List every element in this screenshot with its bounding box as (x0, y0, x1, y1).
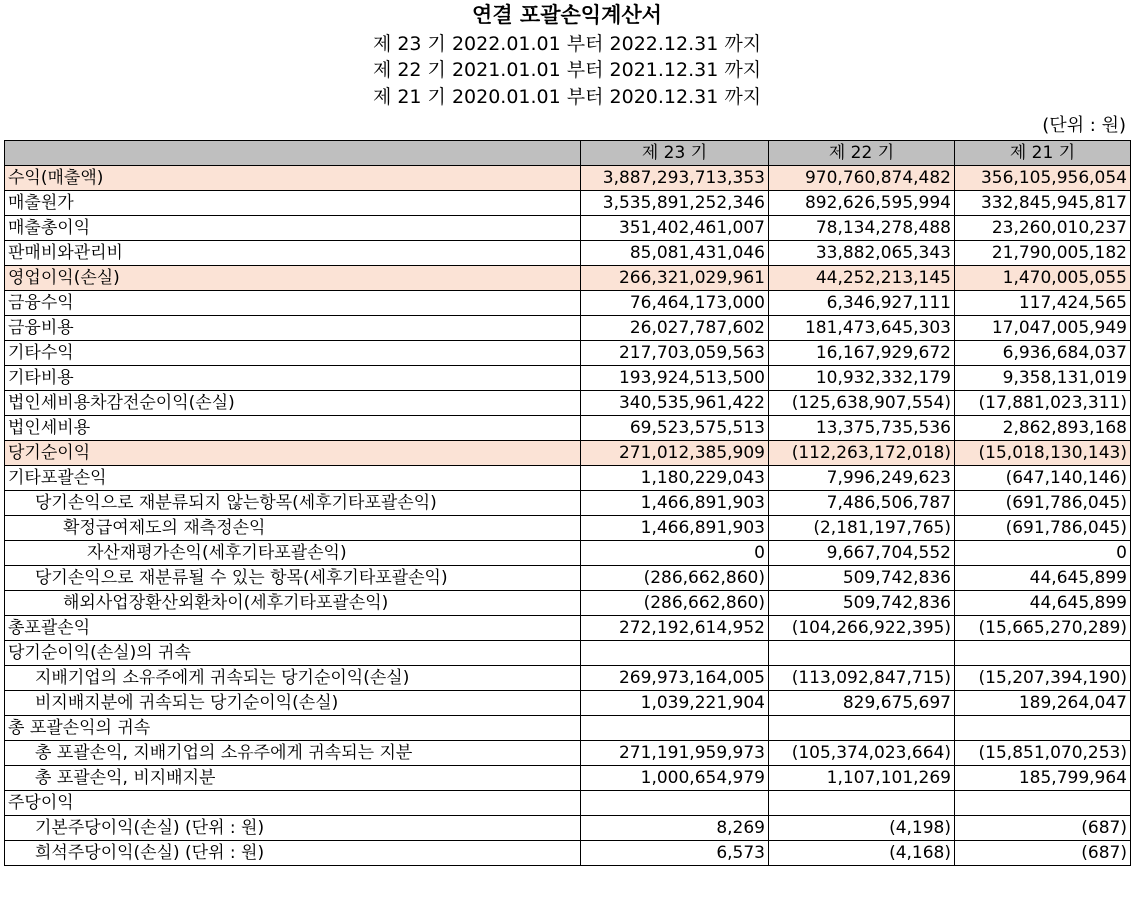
row-value-22 (769, 791, 955, 816)
row-label: 당기순이익 (5, 441, 581, 466)
row-value-21: (647,140,146) (955, 466, 1131, 491)
table-row (5, 691, 1131, 716)
row-value-23: 272,192,614,952 (581, 616, 769, 641)
row-value-21: 189,264,047 (955, 691, 1131, 716)
table-row (5, 241, 1131, 266)
row-value-23: 269,973,164,005 (581, 666, 769, 691)
row-value-21 (955, 791, 1131, 816)
table-row (5, 516, 1131, 541)
row-label: 당기손익으로 재분류될 수 있는 항목(세후기타포괄손익) (5, 566, 581, 591)
row-value-23: 351,402,461,007 (581, 216, 769, 241)
row-value-23: 1,039,221,904 (581, 691, 769, 716)
row-label: 총 포괄손익, 비지배지분 (5, 766, 581, 791)
row-value-22: (2,181,197,765) (769, 516, 955, 541)
row-value-21: 44,645,899 (955, 591, 1131, 616)
table-row (5, 741, 1131, 766)
row-value-21: 185,799,964 (955, 766, 1131, 791)
table-row (5, 216, 1131, 241)
row-value-23: 1,466,891,903 (581, 491, 769, 516)
row-label: 수익(매출액) (5, 166, 581, 191)
row-value-21: (17,881,023,311) (955, 391, 1131, 416)
row-value-21: (687) (955, 816, 1131, 841)
row-value-23: 271,191,959,973 (581, 741, 769, 766)
row-label: 당기순이익(손실)의 귀속 (5, 641, 581, 666)
row-value-21: 21,790,005,182 (955, 241, 1131, 266)
row-value-22: 13,375,735,536 (769, 416, 955, 441)
row-value-23: 193,924,513,500 (581, 366, 769, 391)
row-value-22: (112,263,172,018) (769, 441, 955, 466)
row-label: 총포괄손익 (5, 616, 581, 641)
table-row (5, 641, 1131, 666)
table-row (5, 716, 1131, 741)
row-value-22: 10,932,332,179 (769, 366, 955, 391)
table-row (5, 766, 1131, 791)
table-row (5, 566, 1131, 591)
table-row (5, 841, 1131, 866)
row-label: 매출원가 (5, 191, 581, 216)
row-value-23: 6,573 (581, 841, 769, 866)
header-row (5, 141, 1131, 166)
row-value-22: 892,626,595,994 (769, 191, 955, 216)
row-value-22: 7,996,249,623 (769, 466, 955, 491)
row-value-23 (581, 791, 769, 816)
row-value-23: (286,662,860) (581, 591, 769, 616)
row-value-22: (4,168) (769, 841, 955, 866)
table-row (5, 791, 1131, 816)
row-value-22: 44,252,213,145 (769, 266, 955, 291)
row-value-21: (687) (955, 841, 1131, 866)
table-row (5, 266, 1131, 291)
row-value-22: 16,167,929,672 (769, 341, 955, 366)
row-label: 판매비와관리비 (5, 241, 581, 266)
row-value-23: 1,000,654,979 (581, 766, 769, 791)
table-row (5, 491, 1131, 516)
row-value-23: (286,662,860) (581, 566, 769, 591)
row-value-23: 1,180,229,043 (581, 466, 769, 491)
row-value-21: 17,047,005,949 (955, 316, 1131, 341)
row-label: 법인세비용 (5, 416, 581, 441)
row-value-23 (581, 641, 769, 666)
row-label: 지배기업의 소유주에게 귀속되는 당기순이익(손실) (5, 666, 581, 691)
row-value-22: 78,134,278,488 (769, 216, 955, 241)
row-value-21 (955, 716, 1131, 741)
row-value-22: (105,374,023,664) (769, 741, 955, 766)
row-value-22: 7,486,506,787 (769, 491, 955, 516)
row-label: 기타수익 (5, 341, 581, 366)
row-value-22: 509,742,836 (769, 566, 955, 591)
row-value-23 (581, 716, 769, 741)
row-value-23: 8,269 (581, 816, 769, 841)
row-label: 기타비용 (5, 366, 581, 391)
header-period-21: 제 21 기 (955, 141, 1131, 166)
row-value-22: (4,198) (769, 816, 955, 841)
row-value-22: 509,742,836 (769, 591, 955, 616)
table-row (5, 291, 1131, 316)
row-label: 금융수익 (5, 291, 581, 316)
row-label: 기본주당이익(손실) (단위 : 원) (5, 816, 581, 841)
row-label: 총 포괄손익의 귀속 (5, 716, 581, 741)
table-row (5, 541, 1131, 566)
row-value-22: 181,473,645,303 (769, 316, 955, 341)
row-label: 해외사업장환산외환차이(세후기타포괄손익) (5, 591, 581, 616)
row-label: 확정급여제도의 재측정손익 (5, 516, 581, 541)
row-label: 자산재평가손익(세후기타포괄손익) (5, 541, 581, 566)
period-line-22: 제 22 기 2021.01.01 부터 2021.12.31 까지 (372, 59, 762, 81)
row-value-23: 3,887,293,713,353 (581, 166, 769, 191)
row-value-23: 26,027,787,602 (581, 316, 769, 341)
row-value-21: (15,018,130,143) (955, 441, 1131, 466)
unit-label: (단위 : 원) (1042, 115, 1126, 136)
page-title: 연결 포괄손익계산서 (472, 3, 662, 27)
row-value-22: (125,638,907,554) (769, 391, 955, 416)
row-value-21: 23,260,010,237 (955, 216, 1131, 241)
row-label: 주당이익 (5, 791, 581, 816)
row-value-21: (15,207,394,190) (955, 666, 1131, 691)
header-blank-cell (5, 141, 581, 166)
table-row (5, 316, 1131, 341)
row-label: 법인세비용차감전순이익(손실) (5, 391, 581, 416)
row-value-21 (955, 641, 1131, 666)
row-value-23: 76,464,173,000 (581, 291, 769, 316)
period-line-21: 제 21 기 2020.01.01 부터 2020.12.31 까지 (372, 86, 762, 108)
table-row (5, 341, 1131, 366)
row-label: 비지배지분에 귀속되는 당기순이익(손실) (5, 691, 581, 716)
table-row (5, 666, 1131, 691)
statement-body (5, 166, 1131, 866)
period-line-23: 제 23 기 2022.01.01 부터 2022.12.31 까지 (372, 33, 762, 55)
row-value-23: 340,535,961,422 (581, 391, 769, 416)
row-label: 기타포괄손익 (5, 466, 581, 491)
row-value-22: 9,667,704,552 (769, 541, 955, 566)
row-value-22: 1,107,101,269 (769, 766, 955, 791)
row-value-21: 2,862,893,168 (955, 416, 1131, 441)
row-value-21: (691,786,045) (955, 491, 1131, 516)
table-row (5, 391, 1131, 416)
row-value-23: 1,466,891,903 (581, 516, 769, 541)
row-value-21: 117,424,565 (955, 291, 1131, 316)
row-label: 당기손익으로 재분류되지 않는항목(세후기타포괄손익) (5, 491, 581, 516)
row-value-22: (113,092,847,715) (769, 666, 955, 691)
row-label: 영업이익(손실) (5, 266, 581, 291)
row-value-21: (15,851,070,253) (955, 741, 1131, 766)
row-value-21: (691,786,045) (955, 516, 1131, 541)
table-row (5, 816, 1131, 841)
table-row (5, 616, 1131, 641)
table-row (5, 466, 1131, 491)
row-value-21: 332,845,945,817 (955, 191, 1131, 216)
row-label: 금융비용 (5, 316, 581, 341)
row-value-21: 356,105,956,054 (955, 166, 1131, 191)
row-value-22 (769, 716, 955, 741)
row-value-22: 6,346,927,111 (769, 291, 955, 316)
table-row (5, 591, 1131, 616)
row-value-23: 271,012,385,909 (581, 441, 769, 466)
row-value-22: 970,760,874,482 (769, 166, 955, 191)
row-value-21: 9,358,131,019 (955, 366, 1131, 391)
income-statement-table (4, 140, 1131, 866)
header-period-22: 제 22 기 (769, 141, 955, 166)
row-value-23: 0 (581, 541, 769, 566)
row-value-21: 6,936,684,037 (955, 341, 1131, 366)
row-value-23: 85,081,431,046 (581, 241, 769, 266)
row-label: 희석주당이익(손실) (단위 : 원) (5, 841, 581, 866)
row-value-21: (15,665,270,289) (955, 616, 1131, 641)
row-value-23: 266,321,029,961 (581, 266, 769, 291)
row-value-22 (769, 641, 955, 666)
table-row (5, 416, 1131, 441)
row-value-21: 1,470,005,055 (955, 266, 1131, 291)
row-value-22: 829,675,697 (769, 691, 955, 716)
row-value-21: 44,645,899 (955, 566, 1131, 591)
row-value-23: 217,703,059,563 (581, 341, 769, 366)
row-label: 총 포괄손익, 지배기업의 소유주에게 귀속되는 지분 (5, 741, 581, 766)
table-row (5, 441, 1131, 466)
header-period-23: 제 23 기 (581, 141, 769, 166)
row-label: 매출총이익 (5, 216, 581, 241)
row-value-21: 0 (955, 541, 1131, 566)
row-value-22: 33,882,065,343 (769, 241, 955, 266)
table-row (5, 366, 1131, 391)
table-row (5, 191, 1131, 216)
row-value-23: 69,523,575,513 (581, 416, 769, 441)
row-value-22: (104,266,922,395) (769, 616, 955, 641)
row-value-23: 3,535,891,252,346 (581, 191, 769, 216)
table-row (5, 166, 1131, 191)
